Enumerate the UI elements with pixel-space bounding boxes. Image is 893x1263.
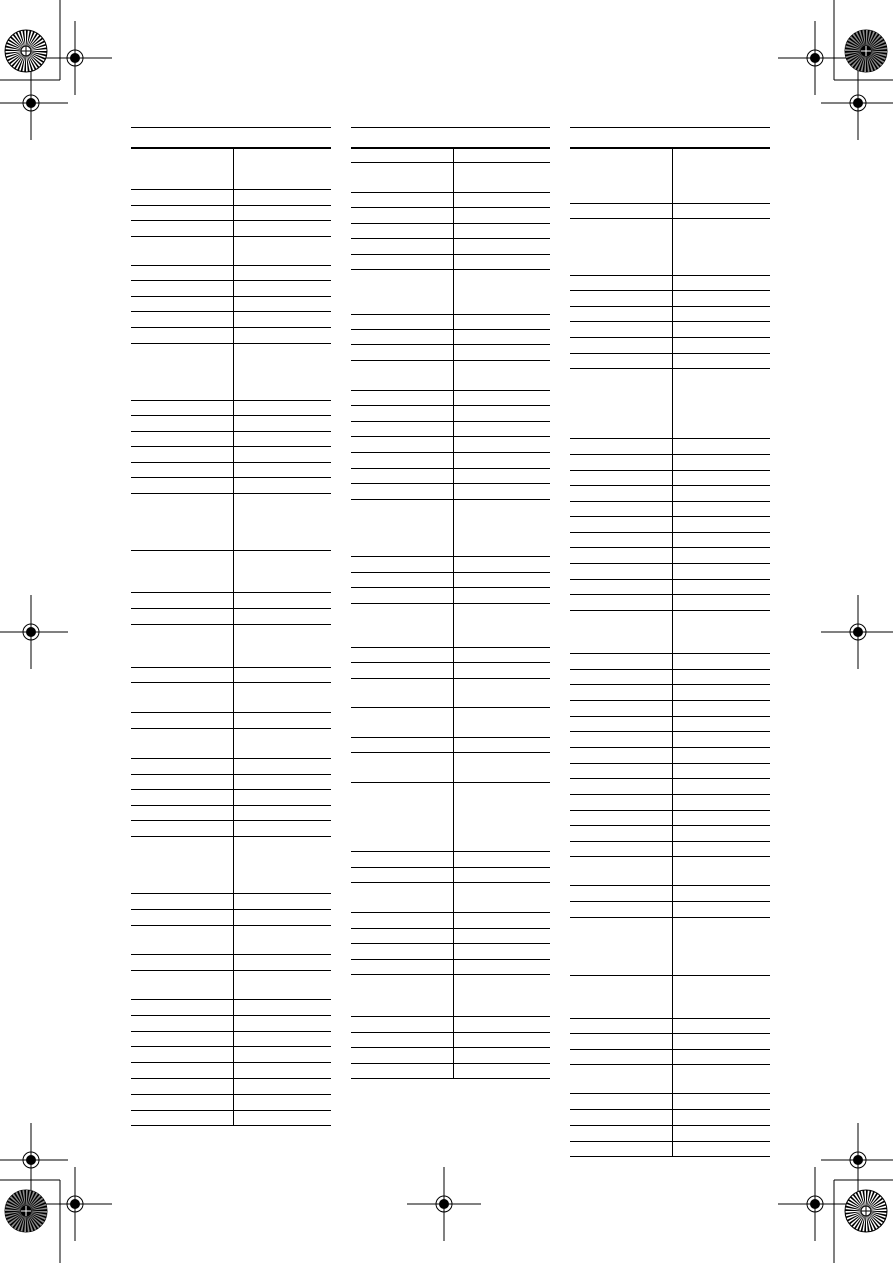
reg-mark-bottom-center xyxy=(404,1164,484,1244)
table-row xyxy=(131,806,331,821)
table-row xyxy=(351,1017,550,1033)
starburst-bottom-right xyxy=(844,1189,888,1233)
table-row xyxy=(131,206,331,221)
table-row xyxy=(570,976,770,1019)
table-row xyxy=(351,406,550,422)
table-row xyxy=(351,391,550,406)
table-row xyxy=(131,221,331,237)
table-row xyxy=(131,463,331,478)
table-row xyxy=(131,1047,331,1063)
table-row xyxy=(351,239,550,255)
table-row xyxy=(131,1111,331,1126)
table-row xyxy=(131,147,331,190)
table-row xyxy=(351,163,550,193)
starburst-bottom-left xyxy=(4,1189,48,1233)
table-row xyxy=(570,354,770,369)
reg-mark-bottom-right-b xyxy=(818,1120,893,1200)
reg-mark-mid-left xyxy=(0,592,71,672)
table-row xyxy=(570,701,770,717)
table-row xyxy=(131,775,331,790)
table-row xyxy=(351,255,550,270)
table-row xyxy=(570,471,770,486)
table-row xyxy=(131,432,331,447)
table-row xyxy=(570,276,770,291)
table-row xyxy=(570,580,770,595)
table-row xyxy=(351,852,550,868)
table-row xyxy=(570,764,770,779)
table-row xyxy=(131,729,331,759)
table-row xyxy=(570,1110,770,1126)
table-row xyxy=(131,344,331,401)
table-row xyxy=(131,926,331,955)
table-row xyxy=(131,1079,331,1095)
table-row xyxy=(570,918,770,976)
table-row xyxy=(131,971,331,1000)
table-row xyxy=(131,790,331,806)
table-row xyxy=(131,683,331,713)
table-row xyxy=(570,1019,770,1034)
table-row xyxy=(351,929,550,944)
table-row xyxy=(351,783,550,852)
table-row xyxy=(131,759,331,775)
table-row xyxy=(351,500,550,557)
table-row xyxy=(351,437,550,453)
table-row xyxy=(131,1032,331,1047)
table-top-rule xyxy=(570,127,770,128)
table-row xyxy=(131,328,331,344)
table-row xyxy=(131,713,331,729)
table-row xyxy=(351,270,550,315)
table-row xyxy=(570,779,770,795)
table-row xyxy=(570,439,770,455)
table-row xyxy=(131,297,331,312)
table-row xyxy=(131,1095,331,1111)
table-row xyxy=(131,1063,331,1079)
table-row xyxy=(570,842,770,857)
table-row xyxy=(131,494,331,551)
table-row xyxy=(570,322,770,338)
table-row xyxy=(131,955,331,971)
table-row xyxy=(131,190,331,206)
table-column-divider xyxy=(453,147,454,1079)
table-row xyxy=(131,551,331,593)
table-column-divider xyxy=(233,147,234,1126)
table-row xyxy=(351,453,550,469)
table-row xyxy=(351,345,550,361)
table-row xyxy=(131,312,331,328)
table-row xyxy=(351,679,550,708)
table-row xyxy=(351,1033,550,1048)
table-row xyxy=(131,593,331,609)
table-row xyxy=(351,738,550,753)
table-row xyxy=(131,837,331,894)
table-row xyxy=(351,361,550,391)
table-row xyxy=(570,857,770,886)
table-row xyxy=(131,609,331,625)
table-row xyxy=(570,685,770,701)
reg-mark-mid-right xyxy=(818,592,893,672)
table-row xyxy=(351,557,550,573)
table-row xyxy=(351,484,550,500)
table-row xyxy=(131,1016,331,1032)
table-row xyxy=(570,1126,770,1142)
table-row xyxy=(131,894,331,910)
table-row xyxy=(351,648,550,663)
table-row xyxy=(351,315,550,330)
table-row xyxy=(570,595,770,611)
table-row xyxy=(131,281,331,297)
table-row xyxy=(570,369,770,439)
table-row xyxy=(351,604,550,648)
table-row xyxy=(570,338,770,354)
table-row xyxy=(351,1064,550,1079)
table-row xyxy=(131,416,331,432)
table-row xyxy=(351,588,550,604)
table-row xyxy=(351,753,550,783)
table-row xyxy=(351,708,550,738)
table-row xyxy=(570,564,770,580)
table-row xyxy=(570,670,770,685)
table-row xyxy=(351,193,550,208)
table-row xyxy=(131,821,331,837)
table-row xyxy=(351,224,550,239)
table-row xyxy=(131,266,331,281)
table-row xyxy=(570,548,770,564)
table-row xyxy=(570,717,770,732)
table-row xyxy=(351,422,550,437)
table-row xyxy=(570,1034,770,1050)
table-row xyxy=(570,147,770,204)
table-row xyxy=(351,573,550,588)
table-row xyxy=(131,910,331,926)
reg-mark-top-right-b xyxy=(818,63,893,143)
table-row xyxy=(570,291,770,307)
table-column-divider xyxy=(672,147,673,1157)
table-top-rule xyxy=(131,127,331,128)
table-row xyxy=(351,208,550,224)
table-row xyxy=(131,625,331,668)
table-row xyxy=(351,469,550,484)
table-row xyxy=(131,668,331,683)
table-row xyxy=(570,1065,770,1094)
table-row xyxy=(570,517,770,533)
table-row xyxy=(570,886,770,902)
table-row xyxy=(570,748,770,764)
table-row xyxy=(570,204,770,219)
table-row xyxy=(570,654,770,670)
table-row xyxy=(351,147,550,163)
table-row xyxy=(570,455,770,471)
table-row xyxy=(570,307,770,322)
table-row xyxy=(351,960,550,975)
table-row xyxy=(131,401,331,416)
table-row xyxy=(351,868,550,883)
table-row xyxy=(131,478,331,494)
table-row xyxy=(131,447,331,463)
table-row xyxy=(351,944,550,960)
table-row xyxy=(570,486,770,502)
table-row xyxy=(570,732,770,748)
table-row xyxy=(570,533,770,548)
table-row xyxy=(351,883,550,913)
table-row xyxy=(351,975,550,1017)
table-row xyxy=(131,237,331,266)
table-row xyxy=(570,811,770,826)
table-row xyxy=(570,1094,770,1110)
table-row xyxy=(570,219,770,276)
table-row xyxy=(570,795,770,811)
table-top-rule xyxy=(351,127,550,128)
table-row xyxy=(570,902,770,918)
table-row xyxy=(570,826,770,842)
table-row xyxy=(570,1142,770,1157)
table-row xyxy=(351,1048,550,1064)
starburst-top-left xyxy=(4,29,48,73)
table-row xyxy=(351,913,550,929)
table-row xyxy=(351,663,550,679)
table-row xyxy=(570,1050,770,1065)
table-row xyxy=(570,611,770,654)
table-row xyxy=(570,502,770,517)
table-row xyxy=(351,330,550,345)
reg-mark-top-left-b xyxy=(0,63,71,143)
table-row xyxy=(131,1000,331,1016)
starburst-top-right xyxy=(844,29,888,73)
